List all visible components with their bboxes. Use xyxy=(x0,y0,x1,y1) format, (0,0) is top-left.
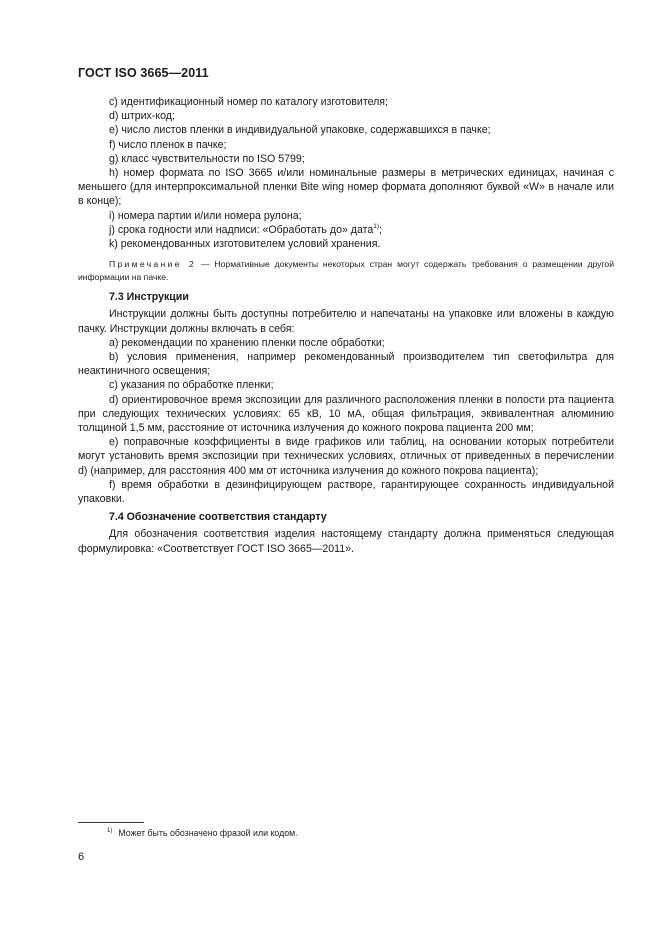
list-item-g: g) класс чувствительности по ISO 5799; xyxy=(109,152,305,165)
list-item-c: c) идентификационный номер по каталогу изготовителя; xyxy=(109,96,388,108)
document-body xyxy=(78,95,614,556)
section-7-4-text: Для обозначения соответствия изделия настоящему стандарту должна применяться следующая формулировка: «Соответствует ГОСТ ISO 3665—2011». xyxy=(78,528,614,555)
section-7-3-intro: Инструкции должны быть доступны потребителю и напечатаны на упаковке или вложены в каждую пачку. Инструкции должны включать в себя: xyxy=(78,308,614,335)
instruction-item-c: c) указания по обработке пленки; xyxy=(109,379,274,392)
footnote-divider xyxy=(78,822,144,823)
section-7-4-heading: 7.4 Обозначение соответствия стандарту xyxy=(109,511,327,524)
note-text: — Нормативные документы некоторых стран могут содержать требования о размещении другой информации на пачке. xyxy=(78,259,614,283)
footnote-ref[interactable]: 1) xyxy=(373,222,380,230)
list-item-j-text: j) срока годности или надписи: «Обработать до» дата xyxy=(109,223,374,236)
page-number: 6 xyxy=(78,851,85,863)
list-item-h: h) номер формата по ISO 3665 и/или номинальные размеры в метрических единицах, начиная с меньшего (для интерпроксимальной пленки Bite wing номер формата дополняют буквой «W» в начале или в конце); xyxy=(78,167,614,208)
instruction-item-f: f) время обработки в дезинфицирующем растворе, гарантирующее сохранность индивидуальной упаковки. xyxy=(78,478,614,506)
list-item-k: k) рекомендованных изготовителем условий хранения. xyxy=(109,238,381,251)
instruction-item-b: b) условия применения, например рекомендованный производителем тип светофильтра для неактиничного освещения; xyxy=(78,351,614,378)
list-item-j-end: ; xyxy=(379,223,382,236)
instruction-item-d: d) ориентировочное время экспозиции для различного расположения пленки в полости рта пациента при следующих технических условиях: 65 кВ, 10 мА, общая фильтрация, эквивалентная алюминию толщиной 1,5 мм, расстояние от источника излучения до кожного покрова пациента 200 мм; xyxy=(78,393,614,435)
list-item-i: i) номера партии и/или номера рулона; xyxy=(109,209,302,222)
list-item-d: d) штрих-код; xyxy=(109,110,175,123)
footnote-mark: 1) xyxy=(107,828,113,834)
note-2 xyxy=(78,258,614,284)
document-header: ГОСТ ISO 3665—2011 xyxy=(78,66,209,80)
instruction-item-a: a) рекомендации по хранению пленки после обработки; xyxy=(109,336,385,349)
instruction-item-e: e) поправочные коэффициенты в виде графиков или таблиц, на основании которых потребители могут установить время экспозиции при технических условиях, отличных от приведенных в перечислении d) (например, для расстояния 400 мм от источника излучения до кожного покрова пациента); xyxy=(78,436,614,477)
section-7-3-heading: 7.3 Инструкции xyxy=(109,291,189,304)
footnote-text: Может быть обозначено фразой или кодом. xyxy=(118,828,298,838)
note-label: Примечание 2 xyxy=(109,259,197,270)
list-item-e: e) число листов пленки в индивидуальной упаковке, содержавшихся в пачке; xyxy=(109,124,491,137)
footnote xyxy=(107,828,298,838)
list-item-f: f) число пленок в пачке; xyxy=(109,138,227,151)
list-item-j xyxy=(78,223,614,237)
